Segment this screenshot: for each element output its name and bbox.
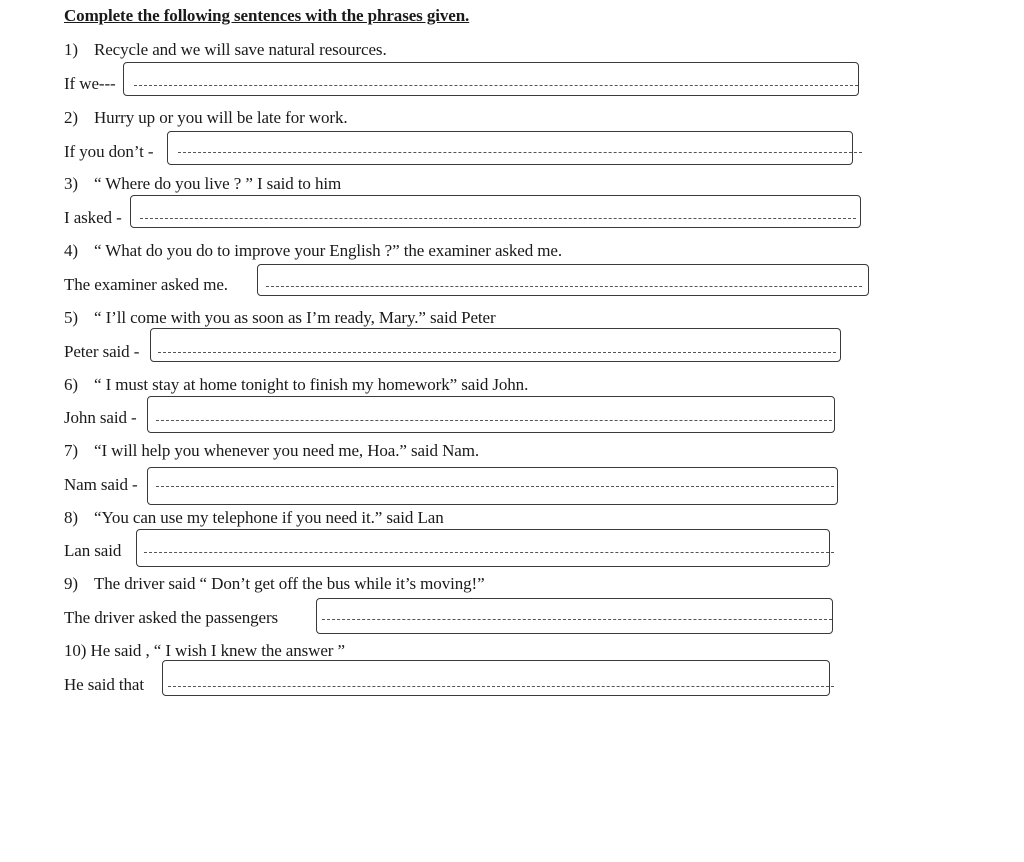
question-text: He said , “ I wish I knew the answer ”: [90, 641, 345, 660]
answer-lead-9: The driver asked the passengers: [64, 608, 279, 627]
answer-lead-2: If you don’t -: [64, 142, 154, 161]
answer-lead-4: The examiner asked me.: [64, 275, 228, 294]
question-text: “ Where do you live ? ” I said to him: [94, 174, 342, 193]
answer-input-2[interactable]: [167, 131, 853, 165]
answer-input-5[interactable]: [150, 328, 841, 362]
question-text: Recycle and we will save natural resources.: [94, 40, 387, 59]
question-text: “ I must stay at home tonight to finish my homework” said John.: [94, 375, 529, 394]
answer-lead-1: If we---: [64, 74, 116, 93]
question-text: “ What do you do to improve your English ?” the examiner asked me.: [94, 241, 563, 260]
answer-input-4[interactable]: [257, 264, 869, 296]
question-number: 5): [64, 308, 78, 327]
question-10: [64, 641, 345, 661]
question-number: 1): [64, 40, 78, 59]
question-6: [64, 375, 528, 395]
question-number: 2): [64, 108, 78, 127]
question-4: [64, 241, 562, 261]
question-number: 3): [64, 174, 78, 193]
answer-lead-10: He said that: [64, 675, 144, 694]
answer-input-9[interactable]: [316, 598, 833, 634]
question-9: [64, 574, 485, 594]
question-number: 8): [64, 508, 78, 527]
question-text: The driver said “ Don’t get off the bus while it’s moving!”: [94, 574, 485, 593]
question-8: [64, 508, 444, 528]
question-5: [64, 308, 496, 328]
answer-input-3[interactable]: [130, 195, 861, 228]
answer-lead-8: Lan said: [64, 541, 122, 560]
question-text: “I will help you whenever you need me, Hoa.” said Nam.: [94, 441, 480, 460]
answer-lead-7: Nam said -: [64, 475, 138, 494]
question-text: “You can use my telephone if you need it.” said Lan: [94, 508, 444, 527]
question-2: [64, 108, 348, 128]
question-number: 4): [64, 241, 78, 260]
answer-input-8[interactable]: [136, 529, 830, 567]
worksheet-title: Complete the following sentences with the phrases given.: [64, 6, 470, 25]
question-number: 6): [64, 375, 78, 394]
answer-lead-5: Peter said -: [64, 342, 140, 361]
answer-input-10[interactable]: [162, 660, 830, 696]
question-text: “ I’ll come with you as soon as I’m ready, Mary.” said Peter: [94, 308, 496, 327]
answer-lead-6: John said -: [64, 408, 137, 427]
answer-input-1[interactable]: [123, 62, 859, 96]
answer-input-6[interactable]: [147, 396, 835, 433]
question-1: [64, 40, 387, 60]
question-number: 9): [64, 574, 78, 593]
answer-lead-3: I asked -: [64, 208, 122, 227]
question-7: [64, 441, 479, 461]
question-number: 7): [64, 441, 78, 460]
answer-input-7[interactable]: [147, 467, 838, 505]
question-3: [64, 174, 341, 194]
question-text: Hurry up or you will be late for work.: [94, 108, 348, 127]
question-number: 10): [64, 641, 87, 660]
